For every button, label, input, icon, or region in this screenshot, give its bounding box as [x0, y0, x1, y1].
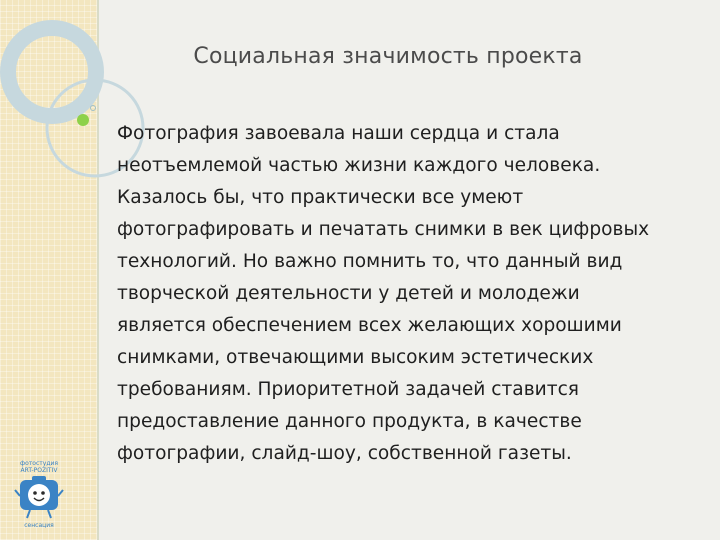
- body-line: Фотография завоевала наши сердца и стала: [117, 123, 560, 144]
- camera-mascot-icon: [14, 474, 64, 520]
- body-line: неотъемлемой частью жизни каждого человека.: [117, 155, 601, 176]
- body-line: творческой деятельности у детей и молодежи: [117, 283, 580, 304]
- body-line: фотографии, слайд-шоу, собственной газеты.: [117, 443, 572, 464]
- body-line: фотографировать и печатать снимки в век цифровых: [117, 219, 650, 240]
- body-line: является обеспечением всех желающих хорошими: [117, 315, 622, 336]
- body-line: снимками, отвечающими высоким эстетических: [117, 347, 594, 368]
- green-dot: [77, 114, 89, 126]
- logo-bottom-text: сенсация: [24, 522, 54, 529]
- body-line: технологий. Но важно помнить то, что данный вид: [117, 251, 623, 272]
- slide-body-text: [117, 118, 715, 470]
- studio-logo: [8, 460, 70, 530]
- large-ring: [8, 28, 96, 116]
- logo-top-text: фотостудия: [20, 460, 58, 467]
- body-line: требованиям. Приоритетной задачей ставится: [117, 379, 579, 400]
- small-ring: [91, 106, 96, 111]
- logo-name: ART-POZITIV: [20, 467, 58, 474]
- body-line: Казалось бы, что практически все умеют: [117, 187, 524, 208]
- slide-title: Социальная значимость проекта: [193, 44, 583, 69]
- body-line: предоставление данного продукта, в качестве: [117, 411, 582, 432]
- logo-header: [8, 460, 70, 474]
